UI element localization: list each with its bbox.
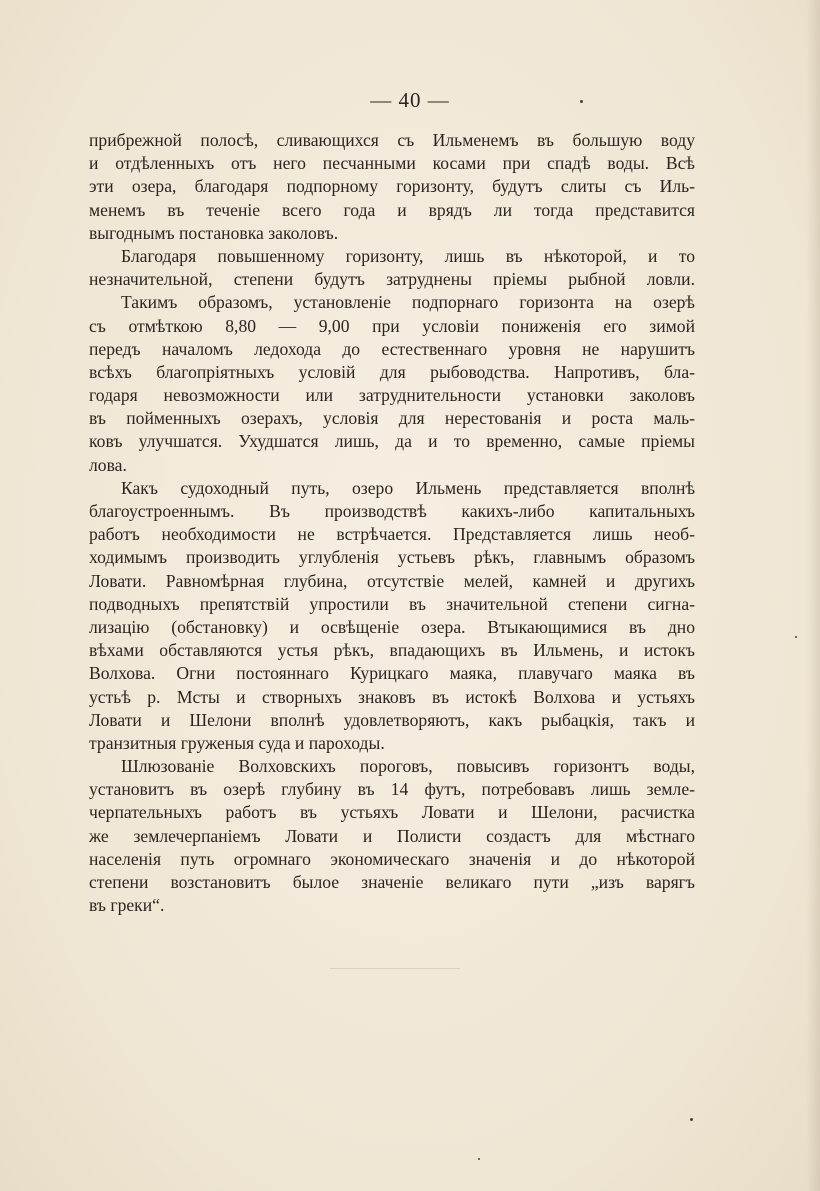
text-line: годаря невозможности или затруднительности установки заколовъ (89, 385, 695, 406)
text-line: Ловати. Равномѣрная глубина, отсутствіе мелей, камней и другихъ (89, 570, 695, 591)
text-line: съ отмѣткою 8,80 — 9,00 при условіи пониженія его зимой (89, 315, 695, 336)
text-line: Такимъ образомъ, установленіе подпорнаго горизонта на озерѣ (121, 292, 695, 313)
text-line: подводныхъ препятствій упростили въ значительной степени сигна- (89, 593, 695, 614)
text-line: работъ необходимости не встрѣчается. Представляется лишь необ- (89, 524, 695, 545)
text-line: въ пойменныхъ озерахъ, условія для нерестованія и роста маль- (89, 408, 695, 429)
faint-divider (330, 968, 460, 969)
text-line: транзитныя груженыя суда и пароходы. (89, 732, 385, 753)
text-line: менемъ въ теченіе всего года и врядъ ли тогда представится (89, 199, 695, 220)
text-line: установитъ въ озерѣ глубину въ 14 футъ, потребовавъ лишь земле- (89, 779, 695, 800)
page-edge-shadow (806, 0, 820, 1191)
speck-mark (690, 1118, 693, 1121)
text-line: Какъ судоходный путь, озеро Ильмень представляется вполнѣ (121, 477, 695, 498)
text-line: всѣхъ благопріятныхъ условій для рыбоводства. Напротивъ, бла- (89, 361, 695, 382)
text-line: населенія путь огромнаго экономическаго значенія и до нѣкоторой (89, 848, 695, 869)
speck-mark (478, 1158, 480, 1160)
text-line: ходимымъ производить углубленія устьевъ рѣкъ, главнымъ образомъ (89, 547, 695, 568)
text-line: въ греки“. (89, 895, 165, 916)
text-line: Благодаря повышенному горизонту, лишь въ нѣкоторой, и то (121, 245, 695, 266)
text-line: благоустроеннымъ. Въ производствѣ какихъ-либо капитальныхъ (89, 501, 695, 521)
text-line: ковъ улучшатся. Ухудшатся лишь, да и то временно, самые пріемы (89, 431, 695, 452)
text-line: и отдѣленныхъ отъ него песчанными косами при спадѣ воды. Всѣ (89, 153, 695, 174)
speck-mark (580, 100, 583, 103)
body-text (89, 129, 695, 917)
text-line: Ловати и Шелони вполнѣ удовлетворяютъ, какъ рыбацкія, такъ и (89, 709, 695, 730)
text-line: Волхова. Огни постояннаго Курицкаго маяка, плавучаго маяка въ (89, 663, 695, 684)
text-line: устьѣ р. Мсты и створныхъ знаковъ въ истокѣ Волхова и устьяхъ (89, 686, 695, 707)
text-line: лова. (89, 454, 127, 475)
speck-mark (795, 636, 797, 638)
text-line: незначительной, степени будутъ затруднены пріемы рыбной ловли. (89, 269, 695, 290)
text-line: эти озера, благодаря подпорному горизонту, будутъ слиты съ Иль- (89, 176, 695, 197)
text-line: Шлюзованіе Волховскихъ пороговъ, повысивъ горизонтъ воды, (121, 756, 695, 777)
text-line: передъ началомъ ледохода до естественнаго уровня не нарушитъ (89, 338, 695, 359)
text-line: степени возстановитъ былое значеніе великаго пути „изъ варягъ (89, 872, 695, 892)
text-line: лизацію (обстановку) и освѣщеніе озера. Втыкающимися въ дно (89, 616, 695, 637)
text-line: выгоднымъ постановка заколовъ. (89, 222, 339, 243)
page-number: — 40 — (370, 88, 450, 112)
text-line: черпательныхъ работъ въ устьяхъ Ловати и Шелони, расчистка (89, 802, 695, 823)
text-line: же землечерпаніемъ Ловати и Полисти создастъ для мѣстнаго (89, 825, 695, 846)
text-line: вѣхами обставляются устья рѣкъ, впадающихъ въ Ильмень, и истокъ (89, 640, 695, 661)
text-line: прибрежной полосѣ, сливающихся съ Ильменемъ въ большую воду (89, 130, 695, 150)
